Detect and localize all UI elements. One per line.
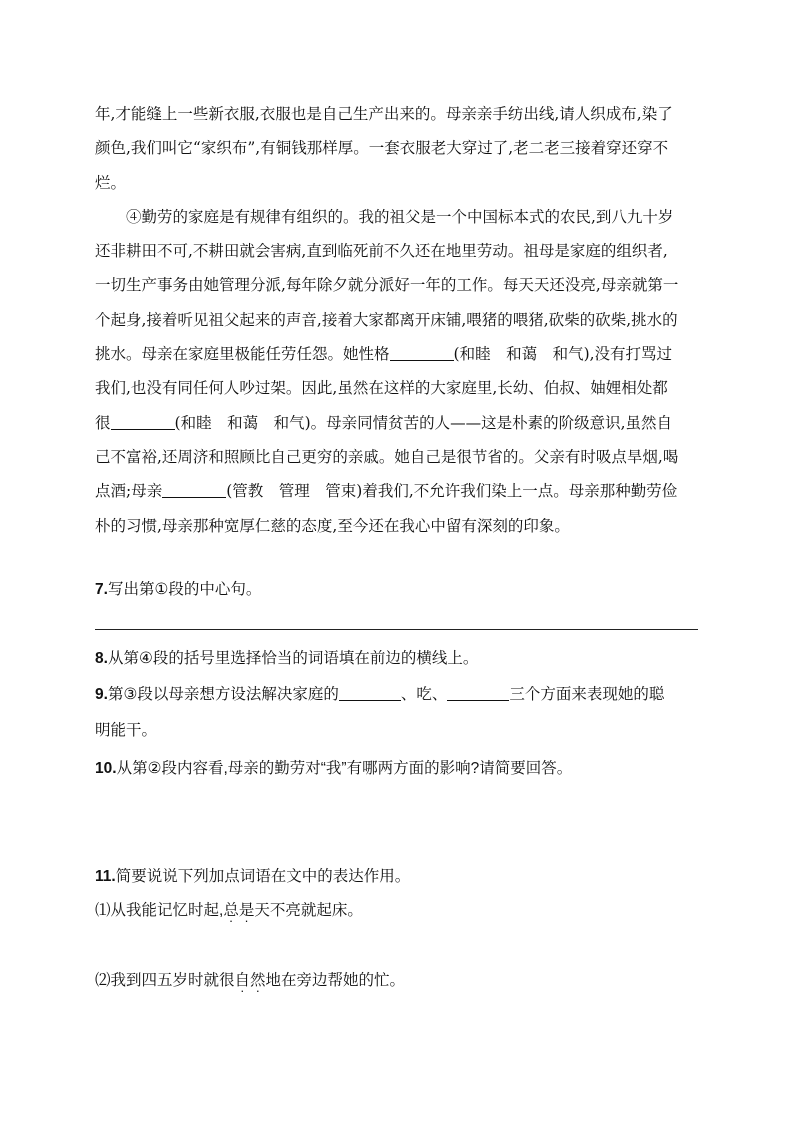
passage-text: (管教 管理 管束)着我们,不允许我们染上一点。母亲那种勤劳俭 xyxy=(226,482,678,501)
fill-blank-1[interactable] xyxy=(390,344,454,361)
dotted-word: 总 xyxy=(223,902,239,919)
question-11 xyxy=(95,864,410,886)
question-text: 从第②段内容看,母亲的勤劳对“我”有哪两方面的影响?请简要回答。 xyxy=(116,760,573,777)
fill-blank-2[interactable] xyxy=(111,413,175,430)
passage-line-with-blank xyxy=(95,406,695,440)
passage-line-with-blank xyxy=(95,337,695,371)
passage-line: 还非耕田不可,不耕田就会害病,直到临死前不久还在地里劳动。祖母是家庭的组织者, xyxy=(95,242,668,261)
question-number: 11. xyxy=(95,868,116,885)
passage-text: 点酒;母亲 xyxy=(95,482,163,501)
passage-line: 己不富裕,还周济和照顾比自己更穷的亲戚。她自己是很节省的。父亲有时吸点旱烟,喝 xyxy=(95,447,679,466)
question-text: 写出第①段的中心句。 xyxy=(107,581,262,598)
question-number: 7. xyxy=(95,581,108,598)
question-text: 三个方面来表现她的聪 xyxy=(509,686,665,703)
fill-blank-3[interactable] xyxy=(162,481,226,498)
passage-line: 个起身,接着听见祖父起来的声音,接着大家都离开床铺,喂猪的喂猪,砍柴的砍柴,挑水的 xyxy=(95,310,678,329)
question-text: 天不亮就起床。 xyxy=(254,902,363,919)
question-8 xyxy=(95,646,478,668)
question-number: 10. xyxy=(95,760,117,777)
passage-line: 颜色,我们叫它“家织布”,有铜钱那样厚。一套衣服老大穿过了,老二老三接着穿还穿不 xyxy=(95,139,669,158)
passage-line: 烂。 xyxy=(95,173,127,192)
passage-line-with-blank xyxy=(95,474,695,508)
passage-line: 一切生产事务由她管理分派,每年除夕就分派好一年的工作。每天天还没亮,母亲就第一 xyxy=(95,276,679,295)
passage-text: (和睦 和蔼 和气)。母亲同情贫苦的人——这是朴素的阶级意识,虽然自 xyxy=(174,413,673,432)
passage-text: 很 xyxy=(95,413,111,432)
answer-line-q7[interactable] xyxy=(95,629,698,630)
reading-passage xyxy=(95,97,695,543)
question-number: 8. xyxy=(95,650,108,667)
question-11-part-2 xyxy=(95,968,405,990)
answer-blank-q9-2[interactable] xyxy=(447,684,509,701)
dotted-word: 自 xyxy=(234,972,251,989)
question-text: 从第④段的括号里选择恰当的词语填在前边的横线上。 xyxy=(107,650,479,667)
passage-line: 朴的习惯,母亲那种宽厚仁慈的态度,至今还在我心中留有深刻的印象。 xyxy=(95,516,570,535)
passage-line: ④勤劳的家庭是有规律有组织的。我的祖父是一个中国标本式的农民,到八九十岁 xyxy=(126,207,674,226)
passage-line: 年,才能缝上一些新衣服,衣服也是自己生产出来的。母亲亲手纺出线,请人织成布,染了 xyxy=(95,105,673,123)
question-text: 第③段以母亲想方设法解决家庭的 xyxy=(107,686,339,703)
answer-blank-q9-1[interactable] xyxy=(339,684,401,701)
dotted-word: 是 xyxy=(238,902,255,919)
question-11-part-1 xyxy=(95,898,363,920)
question-text: ⑴从我能记忆时起, xyxy=(95,902,224,919)
passage-text: (和睦 和蔼 和气),没有打骂过 xyxy=(453,345,673,364)
question-9 xyxy=(95,682,664,704)
question-10 xyxy=(95,756,572,778)
question-text: ⑵我到四五岁时就很 xyxy=(95,972,235,989)
question-text: 简要说说下列加点词语在文中的表达作用。 xyxy=(115,868,411,885)
dotted-word: 然 xyxy=(250,972,266,989)
question-7 xyxy=(95,577,261,599)
question-text: 地在旁边帮她的忙。 xyxy=(265,972,406,989)
passage-text: 挑水。母亲在家庭里极能任劳任怨。她性格 xyxy=(95,345,390,364)
question-text: 、吃、 xyxy=(400,686,448,703)
question-number: 9. xyxy=(95,686,108,703)
passage-line: 我们,也没有同任何人吵过架。因此,虽然在这样的大家庭里,长幼、伯叔、妯娌相处都 xyxy=(95,379,668,398)
question-9-continued: 明能干。 xyxy=(95,722,158,739)
